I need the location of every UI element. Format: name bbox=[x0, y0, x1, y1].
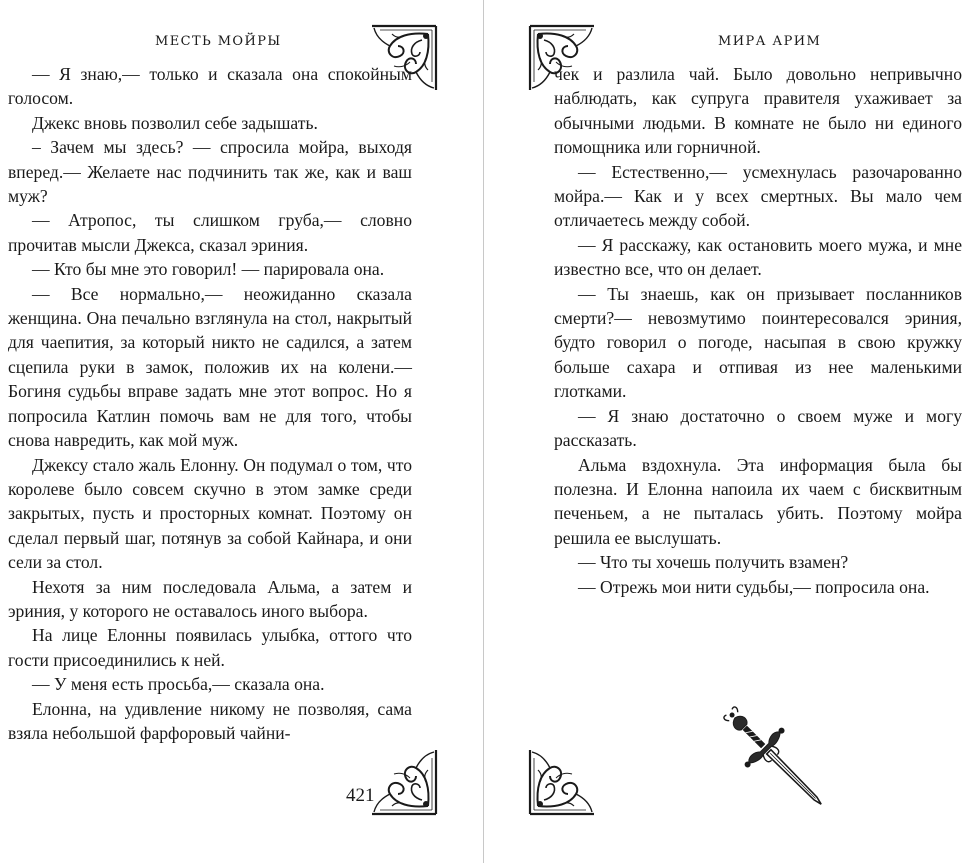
paragraph: — Кто бы мне это говорил! — парировала она. bbox=[32, 259, 385, 280]
paragraph: На лице Елонны появилась улыбка, оттого что гости присоединились к ней. bbox=[8, 625, 412, 670]
paragraph: — Я знаю,— только и сказала она спокойным голосом. bbox=[8, 64, 412, 109]
left-page bbox=[0, 0, 482, 863]
paragraph: — Я знаю достаточно о своем муже и могу рассказать. bbox=[554, 405, 962, 451]
paragraph: Джексу стало жаль Елонну. Он подумал о том, что королеве было совсем скучно в этом замке среди закрытых, пусть и просторных комнат. Поэтому он сделал первый шаг, потянув за собой Кайнара, и они сели за стол. bbox=[8, 454, 412, 573]
paragraph: — Что ты хочешь получить взамен? bbox=[578, 552, 849, 573]
paragraph: Альма вздохнула. Эта информация была бы полезна. И Елонна напоила их чаем с бисквитным печеньем, а не пыталась убить. Поэтому мойра решила ее выслушать. bbox=[554, 454, 962, 548]
paragraph: Елонна, на удивление никому не позволяя, сама взяла небольшой фарфоровый чайни- bbox=[8, 698, 412, 743]
paragraph: — Отрежь мои нити судьбы,— попросила она. bbox=[578, 576, 930, 597]
filigree-corner-icon bbox=[368, 746, 440, 818]
paragraph: — Ты знаешь, как он призывает посланников смерти?— невозмутимо поинтересовался эриния, будто говорил о погоде, насыпая в свою кружку больше сахара и отпивая из нее маленькими глотками. bbox=[554, 283, 962, 402]
paragraph: — Естественно,— усмехнулась разочарованно мойра.— Как и у всех смертных. Вы мало чем отличаетесь между собой. bbox=[554, 161, 962, 231]
paragraph: — Атропос, ты слишком груба,— словно прочитав мысли Джекса, сказал эриния. bbox=[8, 210, 412, 255]
paragraph-continuation: чек и разлила чай. Было довольно непривычно наблюдать, как супруга правителя ухаживает за обычными людьми. В комнате не было ни единого помощника или горничной. bbox=[554, 64, 962, 158]
paragraph: — Я расскажу, как остановить моего мужа, и мне известно все, что он делает. bbox=[554, 234, 962, 280]
running-head: МИРА АРИМ bbox=[718, 34, 822, 49]
book-gutter bbox=[483, 0, 484, 863]
paragraph: – Зачем мы здесь? — спросила мойра, выходя вперед.— Желаете нас подчинить так же, как и ваш муж? bbox=[8, 137, 412, 207]
body-text bbox=[554, 62, 962, 599]
paragraph: Нехотя за ним последовала Альма, а затем и эриния, у которого не оставалось иного выбора. bbox=[8, 576, 412, 621]
page-number: 421 bbox=[346, 785, 375, 806]
paragraph: — Все нормально,— неожиданно сказала женщина. Она печально взглянула на стол, накрытый для чаепития, за который никто не садился, а затем сцепила руки в замок, положив их на колени.— Богиня судьбы вправе задать мне этот вопрос. Но я попросила Катлин помочь вам не для того, чтобы снова навредить, как мой муж. bbox=[8, 283, 412, 451]
running-head: МЕСТЬ МОЙРЫ bbox=[155, 34, 282, 49]
body-text bbox=[8, 62, 412, 745]
filigree-corner-icon bbox=[526, 746, 598, 818]
paragraph: — У меня есть просьба,— сказала она. bbox=[32, 674, 325, 695]
sword-icon bbox=[686, 674, 846, 824]
paragraph: Джекс вновь позволил себе задышать. bbox=[32, 112, 318, 133]
right-page bbox=[486, 0, 968, 863]
